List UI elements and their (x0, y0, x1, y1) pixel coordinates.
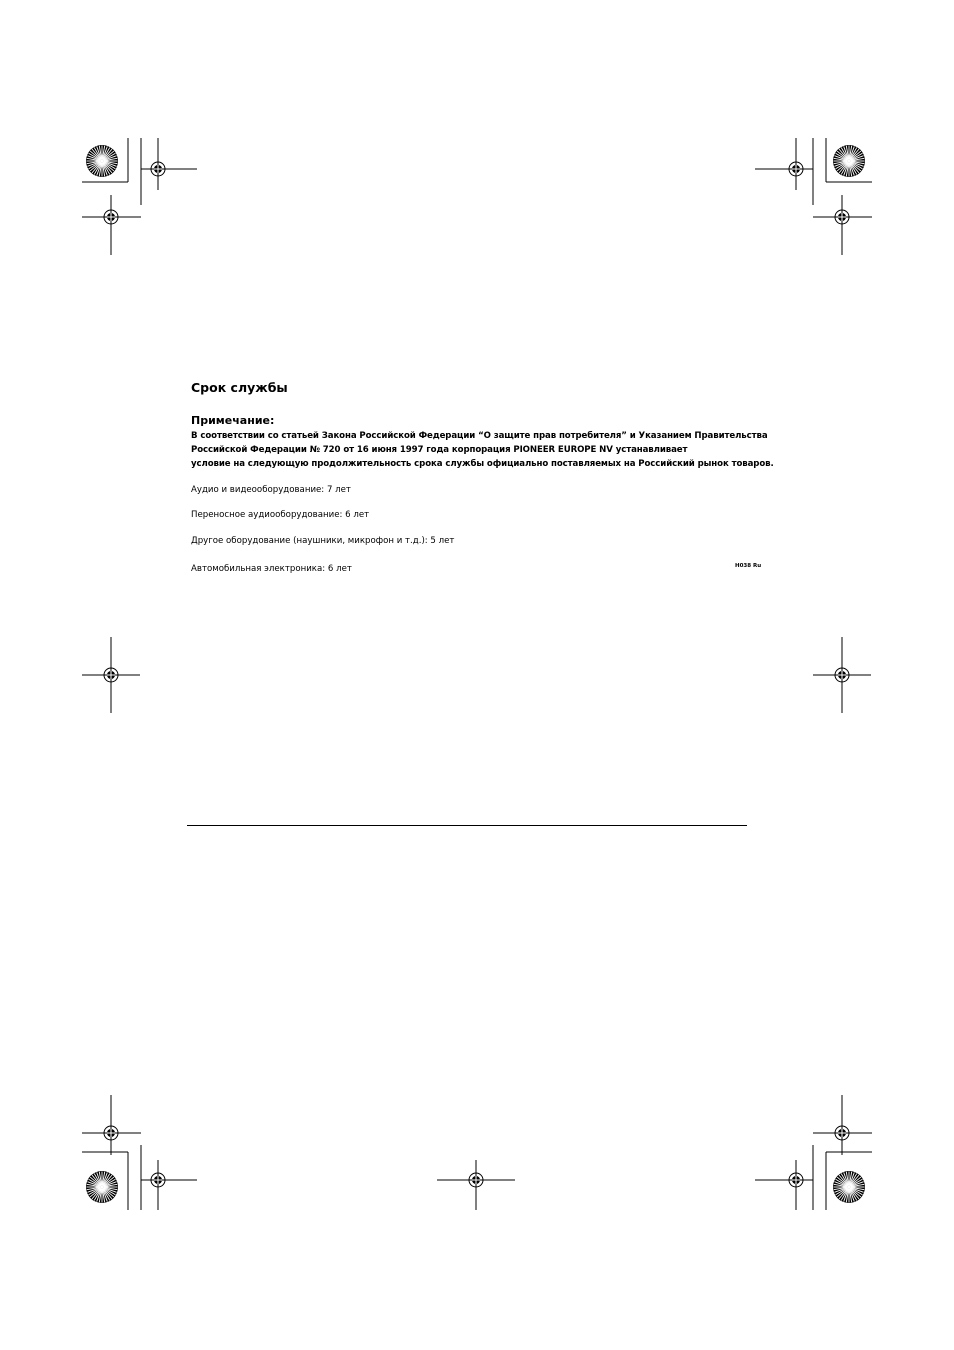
service-life-item-portable-audio: Переносное аудиооборудование: 6 лет (191, 510, 370, 520)
document-code: H038 Ru (735, 563, 762, 569)
note-line: В соответствии со статьей Закона Российской Федерации “О защите прав потребителя” и Указанием Правительства (191, 431, 768, 441)
note-body (191, 429, 781, 471)
horizontal-divider (187, 825, 747, 826)
star-target-bottom-left (86, 1171, 118, 1203)
note-heading: Примечание: (191, 414, 275, 427)
star-target-top-left (86, 145, 118, 177)
crop-mark-bottom-center (437, 1160, 515, 1210)
star-target-bottom-right (833, 1171, 865, 1203)
service-life-item-car-electronics: Автомобильная электроника: 6 лет (191, 564, 352, 574)
page-title: Срок службы (191, 380, 288, 395)
note-line: условие на следующую продолжительность срока службы официально поставляемых на Российский рынок товаров. (191, 459, 774, 469)
note-line: Российской Федерации № 720 от 16 июня 1997 года корпорация PIONEER EUROPE NV устанавливает (191, 445, 688, 455)
service-life-item-other: Другое оборудование (наушники, микрофон и т.д.): 5 лет (191, 536, 455, 546)
star-target-top-right (833, 145, 865, 177)
service-life-item-audio-video: Аудио и видеооборудование: 7 лет (191, 485, 351, 495)
